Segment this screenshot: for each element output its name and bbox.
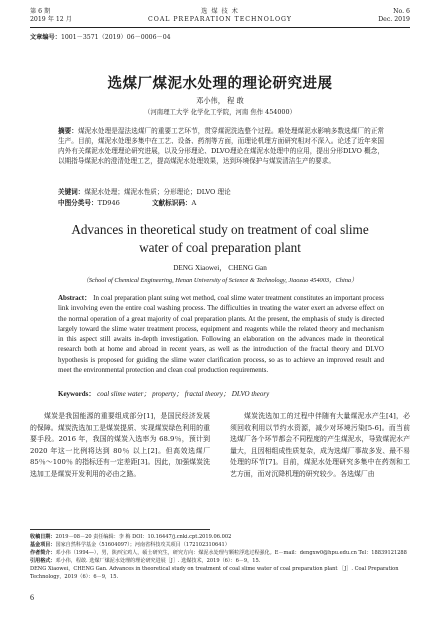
title-cn: 选煤厂煤泥水处理的理论研究进展 xyxy=(107,76,333,92)
footnote-fund xyxy=(30,542,410,550)
header-rule xyxy=(30,27,410,28)
fund-text: 国家自然科学基金（51604097）；河南省科技攻关项目（172102310641） xyxy=(55,541,230,548)
article-number-label: 文章编号： xyxy=(30,34,61,41)
header-right xyxy=(378,8,410,24)
footnote-citation xyxy=(30,558,410,566)
author-bio-text: 邓小伟（1994—），男，陕西宝鸡人，硕士研究生，研究方向：煤泥水处理与颗粒浮选过程强化。E－mail：dengxw0@hpu.edu.cn Tel：18839121288 xyxy=(55,549,407,556)
received-label: 收稿日期： xyxy=(30,534,56,540)
running-header xyxy=(30,8,410,24)
affiliation-en: （School of Chemical Engineering, Henan University of Science & Technology, Jiaozuo 454003，China） xyxy=(82,277,358,284)
doc-code xyxy=(152,199,196,207)
clc xyxy=(58,199,120,207)
article-number xyxy=(30,32,171,41)
header-left xyxy=(30,8,72,24)
clc-label: 中图分类号： xyxy=(58,199,98,207)
abstract-cn-label: 摘要： xyxy=(58,127,78,135)
abstract-en-label: Abstract： xyxy=(58,294,92,302)
received-text: 2019－08－20 责任编辑：李 梅 DOI：10.16447/j.cnki.cpt.2019.06.002 xyxy=(55,534,232,540)
abstract-cn xyxy=(58,126,384,166)
keywords-en-text: coal slime water； property； fractal theory； DLVO theory xyxy=(97,390,270,398)
citation-label: 引用格式： xyxy=(30,557,56,564)
doc-code-value: A xyxy=(191,199,197,207)
keywords-en xyxy=(58,389,384,399)
article-number-value: 1001－3571（2019）06－0006－04 xyxy=(60,34,171,41)
authors-cn: 邓小伟， 程 敢 xyxy=(196,96,244,105)
keywords-cn-text: 煤泥水处理；煤泥水性质；分形理论；DLVO 理论 xyxy=(84,188,231,196)
clc-value: TD946 xyxy=(97,199,120,207)
classification xyxy=(58,197,384,207)
abstract-cn-text: 煤泥水处理是湿法选煤厂的重要工艺环节，贯穿煤泥洗选整个过程。难处理煤泥水影响多数选煤厂的正常生产。目前，煤泥水处理多集中在工艺、设备、药剂等方面，而理论机理方面研究相对不深入。论述了近年来国内外有关煤泥水处理理论研究进展，以及分形理论、DLVO理论在煤泥水处理中的应用，提出分形DLVO 概念，以期指导煤泥水的澄清处理工艺，提高煤泥水处理效果，达到环境保护与煤炭清洁生产的要求。 xyxy=(58,127,385,166)
header-center xyxy=(30,8,410,24)
authors-en: DENG Xiaowei， CHENG Gan xyxy=(173,264,267,272)
affiliation-cn: （河南理工大学 化学化工学院，河南 焦作 454000） xyxy=(144,108,296,116)
abstract-en xyxy=(58,293,384,375)
footnote-rule xyxy=(30,529,210,530)
header-date-en: Dec. 2019 xyxy=(378,16,410,23)
footnote-author xyxy=(30,550,410,558)
header-journal-en: COAL PREPARATION TECHNOLOGY xyxy=(148,16,292,23)
footnote xyxy=(30,534,410,581)
keywords-cn-label: 关键词： xyxy=(58,188,85,196)
body-column-right: 煤炭洗选加工的过程中伴随有大量煤泥水产生[4]，必须回收利用以节约水资源，减少对环境污染[5-6]。而当前选煤厂各个环节都会不同程度的产生煤泥水，导致煤泥水产量大，且因相组成性质复杂，成为选煤厂事故多发、最不易处理的环节[7]。目前，煤泥水处理研究多集中在药剂和工艺方面，而对沉降机理的研究较少。各选煤厂由 xyxy=(230,412,410,478)
body-column-left: 煤炭是我国能源的重要组成部分[1]，是国民经济发展的保障。煤炭洗选加工是煤炭提质、实现煤炭绿色利用的重要手段。2016 年，我国的煤炭入选率为 68.9％，预计到 2020 年这一比例将达到 80％ 以上[2]。但高效选煤厂 85％～100％ 的指标还有一定差距[3]。因此，加强煤炭洗选加工是煤炭开发利用的必由之路。 xyxy=(30,412,210,478)
citation-text: 邓小伟，程敢. 选煤厂煤泥水处理的理论研究进展［J］. 选煤技术，2019（6）：6－9，15. xyxy=(55,557,261,564)
header-journal-cn: 选 煤 技 术 xyxy=(201,8,239,15)
footnote-citation-en: DENG Xiaowei，CHENG Gan. Advances in theoretical study on treatment of coal slime water of coal preparation plant ［J］. Coal Preparation Technology，2019（6）：6－9，15. xyxy=(30,565,399,580)
header-issue-en: No. 6 xyxy=(393,8,410,15)
doc-code-label: 文献标识码： xyxy=(151,199,192,207)
keywords-en-label: Keywords： xyxy=(58,390,96,398)
footnote-received xyxy=(30,534,410,542)
title-en: Advances in theoretical study on treatment of coal slime water of coal preparation plant xyxy=(71,222,369,255)
fund-label: 基金项目： xyxy=(30,541,56,548)
header-date-cn: 2019 年 12 月 xyxy=(30,16,72,23)
page-number: 6 xyxy=(30,593,34,602)
abstract-en-text: In coal preparation plant suing wet method, coal slime water treatment constitutes an important process link involving even the entire coal washing process. The difficulties in treating the water exert an adverse effect on the normal operation of a great majority of coal preparation plants. At the present, the emphasis of study is directed largely toward the slime water treatment process, equipment and reagents while the related theory and mechanism in this aspect still awaits in-depth investigation. Following an elaboration on the advances made in theoretical research both at home and abroad in recent years, as well as the introduction of the fractal theory and DLVO hypothesis is proposed for guiding the slime water clarification process, so as to achieve an improved result and meet the environmental protection and clean coal production requirements. xyxy=(58,294,384,375)
author-bio-label: 作者简介： xyxy=(30,549,56,556)
keywords-cn xyxy=(58,186,384,196)
header-issue-cn: 第 6 期 xyxy=(30,8,51,15)
